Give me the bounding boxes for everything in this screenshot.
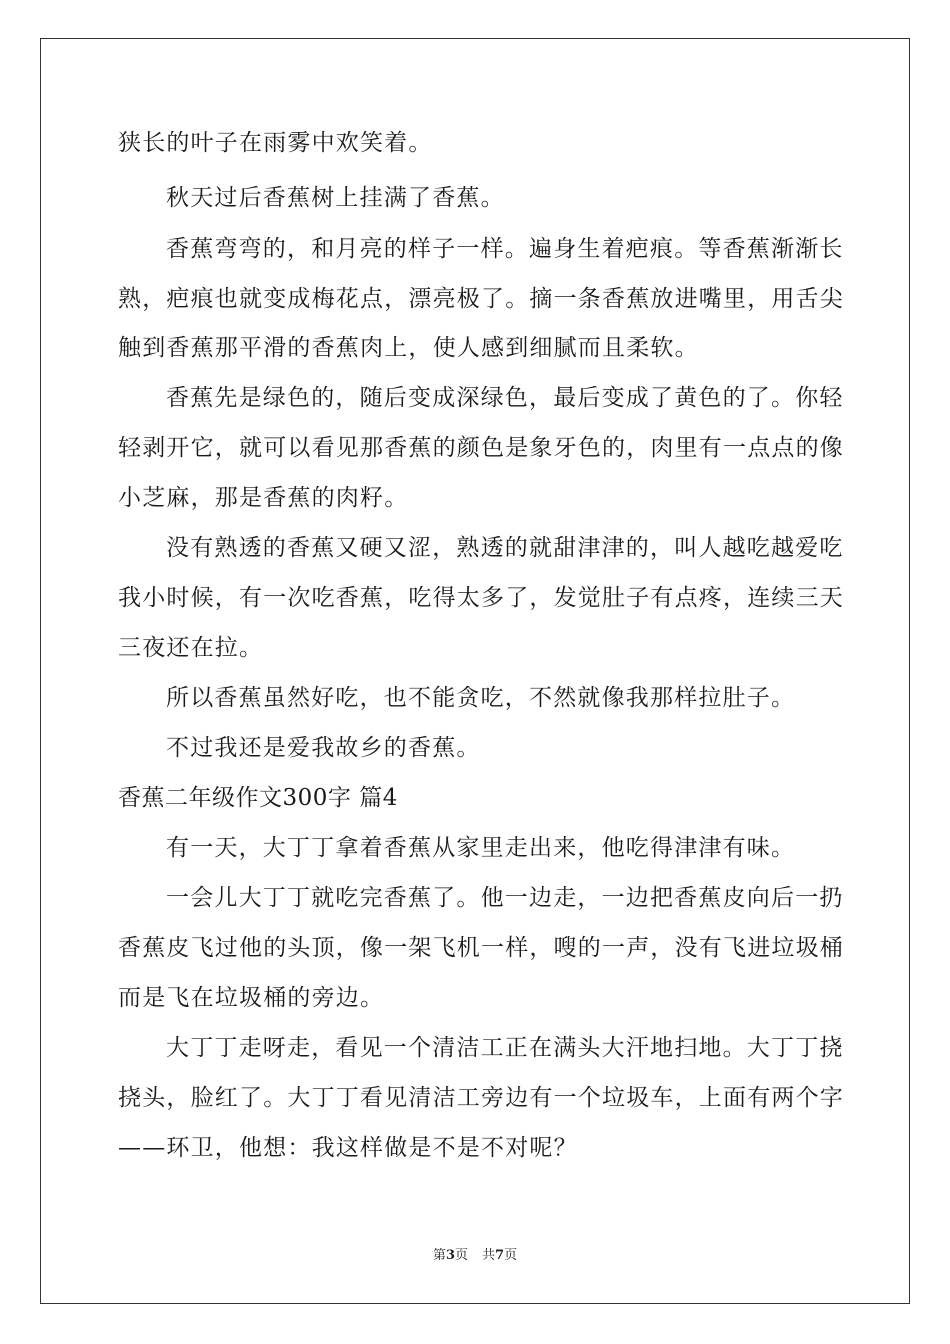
- text-line: 不过我还是爱我故乡的香蕉。: [166, 735, 481, 761]
- section-heading: 香蕉二年级作文300字 篇4: [118, 785, 398, 811]
- text-line: 狭长的叶子在雨雾中欢笑着。: [118, 130, 433, 156]
- page-prefix: 第: [432, 1248, 446, 1263]
- text-line: 所以香蕉虽然好吃，也不能贪吃，不然就像我那样拉肚子。: [166, 685, 796, 711]
- page-border: [40, 38, 910, 1304]
- page-footer: [0, 1248, 950, 1264]
- text-line: 香蕉弯弯的，和月亮的样子一样。遍身生着疤痕。等香蕉渐渐长: [166, 236, 844, 262]
- total-pages-number: 7: [495, 1248, 505, 1263]
- text-line: 一会儿大丁丁就吃完香蕉了。他一边走，一边把香蕉皮向后一扔: [166, 885, 844, 911]
- page-suffix: 页: [454, 1248, 468, 1263]
- text-line: 大丁丁走呀走，看见一个清洁工正在满头大汗地扫地。大丁丁挠: [166, 1035, 844, 1061]
- text-line: 香蕉皮飞过他的头顶，像一架飞机一样，嗖的一声，没有飞进垃圾桶: [118, 935, 844, 961]
- text-line: 触到香蕉那平滑的香蕉肉上，使人感到细腻而且柔软。: [118, 335, 699, 361]
- text-line: 小芝麻，那是香蕉的肉籽。: [118, 485, 409, 511]
- text-line: 有一天，大丁丁拿着香蕉从家里走出来，他吃得津津有味。: [166, 835, 796, 861]
- text-line: 而是飞在垃圾桶的旁边。: [118, 985, 385, 1011]
- text-line: 没有熟透的香蕉又硬又涩，熟透的就甜津津的，叫人越吃越爱吃: [166, 535, 844, 561]
- text-line: 三夜还在拉。: [118, 635, 264, 661]
- text-line: 熟，疤痕也就变成梅花点，漂亮极了。摘一条香蕉放进嘴里，用舌尖: [118, 286, 844, 312]
- text-line: 轻剥开它，就可以看见那香蕉的颜色是象牙色的，肉里有一点点的像: [118, 435, 844, 461]
- total-prefix: 共: [482, 1248, 496, 1263]
- current-page-number: 3: [445, 1248, 455, 1263]
- text-line: 挠头，脸红了。大丁丁看见清洁工旁边有一个垃圾车，上面有两个字: [118, 1085, 844, 1111]
- text-line: 我小时候，有一次吃香蕉，吃得太多了，发觉肚子有点疼，连续三天: [118, 585, 844, 611]
- text-line: 秋天过后香蕉树上挂满了香蕉。: [166, 185, 505, 211]
- text-line: ——环卫，他想：我这样做是不是不对呢？: [118, 1135, 578, 1161]
- total-suffix: 页: [504, 1248, 518, 1263]
- text-line: 香蕉先是绿色的，随后变成深绿色，最后变成了黄色的了。你轻: [166, 385, 844, 411]
